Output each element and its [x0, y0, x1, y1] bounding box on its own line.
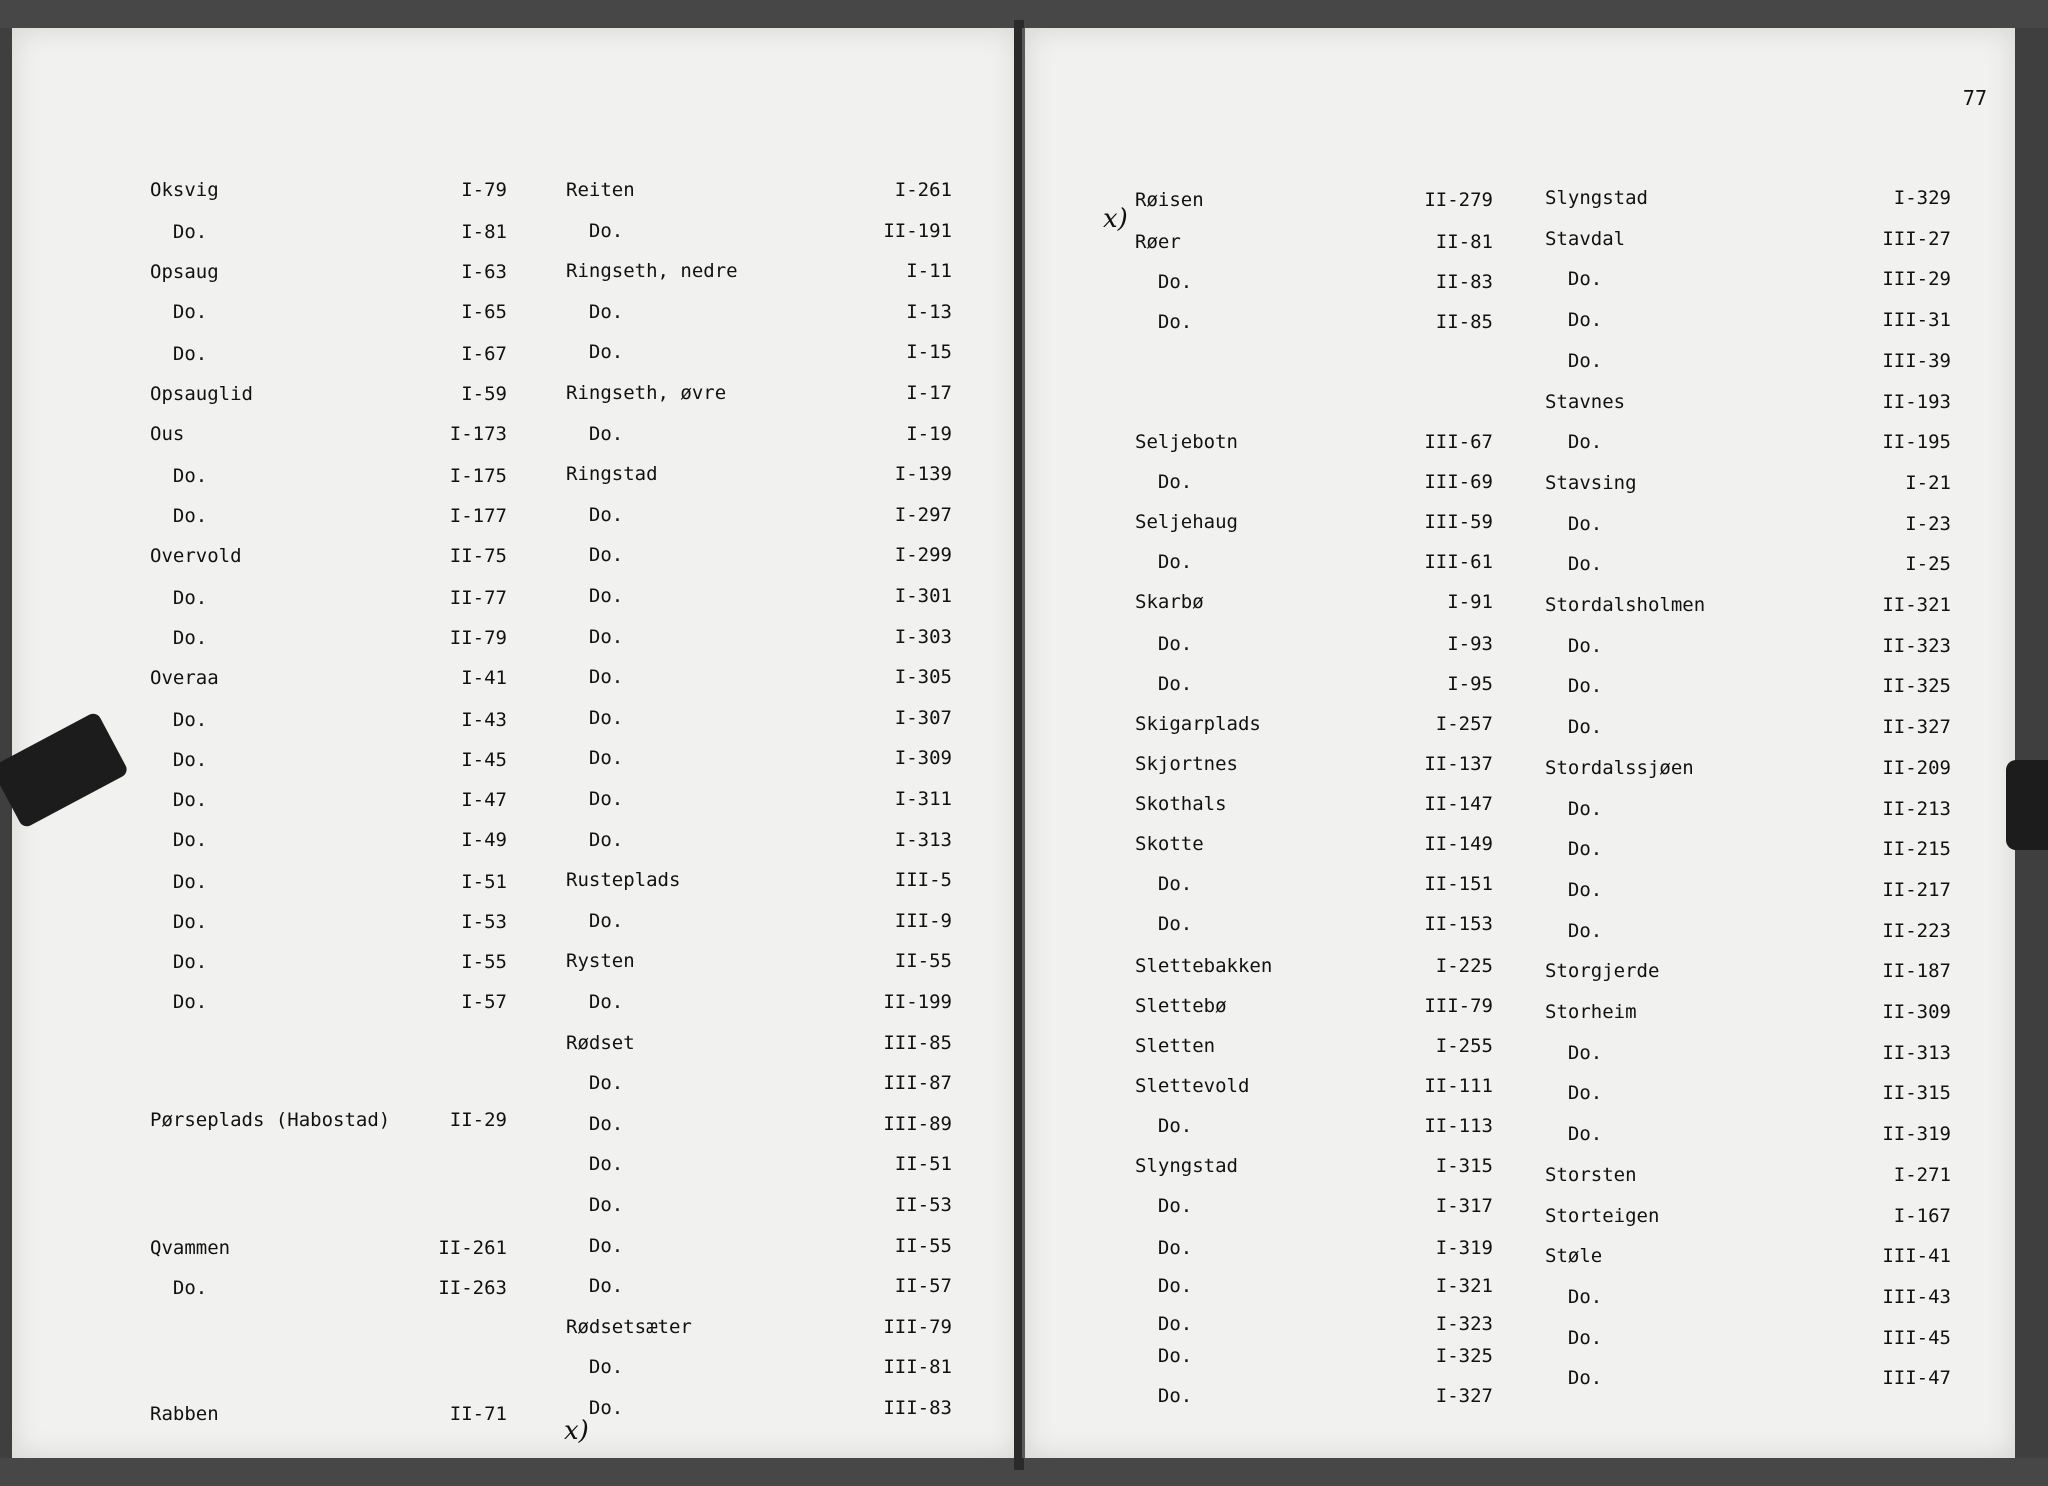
farm-name: Qvammen [150, 1237, 231, 1259]
volume-page-ref: I-271 [1893, 1163, 1951, 1186]
farm-name: Do. [150, 991, 208, 1013]
farm-name: Do. [150, 627, 208, 649]
volume-page-ref: I-67 [461, 343, 507, 365]
farm-name: Do. [1135, 913, 1193, 935]
farm-name: Do. [1545, 1082, 1603, 1105]
farm-name: Overvold [150, 545, 242, 567]
farm-name: Do. [1545, 797, 1603, 820]
volume-page-ref: II-153 [1424, 913, 1493, 935]
farm-name: Do. [1135, 1345, 1193, 1367]
farm-name: Skotte [1135, 833, 1204, 855]
farm-name: Do. [150, 465, 208, 487]
volume-page-ref: I-57 [461, 991, 507, 1013]
farm-name: Do. [566, 1072, 624, 1095]
volume-page-ref: II-113 [1424, 1115, 1493, 1137]
volume-page-ref: III-87 [883, 1072, 952, 1095]
farm-name: Do. [1135, 873, 1193, 895]
farm-name: Rødsetsæter [566, 1315, 692, 1338]
volume-page-ref: II-147 [1424, 793, 1493, 815]
farm-name: Do. [566, 909, 624, 932]
farm-name: Do. [566, 666, 624, 689]
volume-page-ref: I-59 [461, 383, 507, 405]
farm-name: Slettevold [1135, 1075, 1250, 1097]
volume-page-ref: II-55 [894, 1234, 952, 1257]
volume-page-ref: I-309 [894, 747, 952, 770]
farm-name: Do. [566, 544, 624, 567]
volume-page-ref: I-319 [1435, 1237, 1493, 1259]
volume-page-ref: II-313 [1882, 1041, 1951, 1064]
volume-page-ref: I-301 [894, 585, 952, 607]
page-clip-right [2006, 760, 2048, 850]
farm-name: Stavnes [1545, 390, 1626, 413]
farm-name: Do. [566, 788, 624, 810]
volume-page-ref: III-61 [1424, 551, 1493, 573]
farm-name: Pørseplads (Habostad) [150, 1109, 391, 1131]
volume-page-ref: III-5 [894, 869, 952, 892]
farm-name: Røer [1135, 231, 1181, 253]
farm-name: Do. [566, 503, 624, 526]
farm-name: Do. [1135, 471, 1193, 493]
farm-name: Do. [1545, 878, 1603, 901]
farm-name: Do. [1545, 634, 1603, 657]
farm-name: Skjortnes [1135, 753, 1238, 775]
volume-page-ref: I-327 [1435, 1385, 1493, 1407]
farm-name: Do. [1545, 1326, 1603, 1349]
volume-page-ref: I-49 [461, 829, 507, 851]
farm-name: Storsten [1545, 1163, 1637, 1186]
farm-name: Rysten [566, 950, 635, 973]
book-cover-bottom [0, 1458, 2048, 1486]
farm-name: Do. [1135, 551, 1193, 573]
farm-name: Seljebotn [1135, 431, 1238, 453]
volume-page-ref: II-191 [883, 219, 952, 242]
volume-page-ref: II-187 [1882, 960, 1951, 983]
handwritten-mark-left: x) [564, 1416, 589, 1446]
farm-name: Do. [1545, 431, 1603, 454]
farm-name: Storteigen [1545, 1204, 1660, 1227]
volume-page-ref: II-323 [1882, 634, 1951, 657]
farm-name: Do. [566, 706, 624, 729]
volume-page-ref: I-17 [906, 382, 952, 404]
farm-name: Do. [1545, 512, 1603, 535]
farm-name: Reiten [566, 179, 635, 201]
farm-name: Slyngstad [1135, 1155, 1238, 1177]
volume-page-ref: II-321 [1882, 594, 1951, 616]
volume-page-ref: I-303 [894, 625, 952, 648]
volume-page-ref: III-69 [1424, 471, 1493, 493]
volume-page-ref: II-151 [1424, 873, 1493, 895]
volume-page-ref: III-9 [894, 909, 952, 932]
volume-page-ref: III-43 [1882, 1285, 1951, 1308]
volume-page-ref: I-55 [461, 951, 507, 973]
volume-page-ref: I-93 [1447, 633, 1493, 655]
volume-page-ref: II-51 [894, 1153, 952, 1176]
page-number: 77 [1962, 86, 1987, 110]
volume-page-ref: II-111 [1424, 1075, 1493, 1097]
farm-name: Do. [1545, 268, 1603, 291]
farm-name: Do. [566, 1194, 624, 1216]
farm-name: Do. [1135, 311, 1193, 333]
farm-name: Ringstad [566, 463, 658, 486]
volume-page-ref: II-193 [1882, 390, 1951, 413]
farm-name: Sletten [1135, 1035, 1216, 1057]
farm-name: Do. [150, 301, 208, 323]
farm-name: Slyngstad [1545, 187, 1648, 209]
farm-name: Storheim [1545, 1001, 1637, 1023]
farm-name: Do. [566, 1397, 624, 1419]
volume-page-ref: II-85 [1435, 311, 1493, 333]
volume-page-ref: I-91 [1447, 591, 1493, 613]
farm-name: Skarbø [1135, 591, 1204, 613]
farm-name: Oksvig [150, 179, 219, 201]
volume-page-ref: III-85 [883, 1031, 952, 1054]
volume-page-ref: I-315 [1435, 1155, 1493, 1177]
farm-name: Røisen [1135, 189, 1204, 211]
volume-page-ref: II-315 [1882, 1082, 1951, 1105]
farm-name: Do. [566, 1112, 624, 1135]
volume-page-ref: II-319 [1882, 1123, 1951, 1146]
farm-name: Do. [1545, 1041, 1603, 1064]
farm-name: Storgjerde [1545, 960, 1660, 983]
volume-page-ref: I-325 [1435, 1345, 1493, 1367]
volume-page-ref: II-309 [1882, 1001, 1951, 1023]
volume-page-ref: II-223 [1882, 919, 1951, 942]
farm-name: Do. [1545, 1367, 1603, 1390]
farm-name: Do. [1545, 553, 1603, 576]
farm-name: Opsauglid [150, 383, 253, 405]
volume-page-ref: III-89 [883, 1112, 952, 1135]
volume-page-ref: II-83 [1435, 271, 1493, 293]
volume-page-ref: I-23 [1905, 512, 1951, 535]
volume-page-ref: I-167 [1893, 1204, 1951, 1227]
volume-page-ref: II-213 [1882, 797, 1951, 820]
volume-page-ref: I-139 [894, 463, 952, 486]
volume-page-ref: III-47 [1882, 1367, 1951, 1390]
volume-page-ref: II-75 [449, 545, 507, 567]
farm-name: Overaa [150, 667, 219, 689]
farm-name: Do. [566, 1234, 624, 1257]
volume-page-ref: III-31 [1882, 309, 1951, 332]
volume-page-ref: II-261 [438, 1237, 507, 1259]
volume-page-ref: III-39 [1882, 349, 1951, 372]
volume-page-ref: II-325 [1882, 675, 1951, 698]
volume-page-ref: I-15 [906, 341, 952, 364]
farm-name: Rabben [150, 1403, 219, 1425]
farm-name: Do. [1135, 271, 1193, 293]
volume-page-ref: I-321 [1435, 1275, 1493, 1297]
volume-page-ref: I-19 [906, 422, 952, 445]
volume-page-ref: II-217 [1882, 878, 1951, 901]
farm-name: Skothals [1135, 793, 1227, 815]
farm-name: Do. [1545, 349, 1603, 372]
volume-page-ref: I-95 [1447, 673, 1493, 695]
farm-name: Do. [566, 1356, 624, 1379]
farm-name: Do. [150, 911, 208, 933]
farm-name: Do. [1545, 1123, 1603, 1146]
volume-page-ref: II-149 [1424, 833, 1493, 855]
farm-name: Slettebø [1135, 995, 1227, 1017]
volume-page-ref: I-81 [461, 221, 507, 243]
volume-page-ref: I-261 [894, 179, 952, 201]
farm-name: Do. [1545, 919, 1603, 942]
farm-name: Do. [150, 789, 208, 811]
farm-name: Do. [150, 1277, 208, 1299]
volume-page-ref: III-45 [1882, 1326, 1951, 1349]
farm-name: Slettebakken [1135, 955, 1273, 977]
farm-name: Do. [150, 221, 208, 243]
volume-page-ref: I-51 [461, 871, 507, 893]
farm-name: Skigarplads [1135, 713, 1261, 735]
farm-name: Do. [566, 747, 624, 770]
farm-name: Do. [1135, 1313, 1193, 1335]
volume-page-ref: II-81 [1435, 231, 1493, 253]
farm-name: Do. [566, 991, 624, 1013]
volume-page-ref: I-13 [906, 300, 952, 323]
farm-name: Do. [1135, 1115, 1193, 1137]
farm-name: Do. [566, 219, 624, 242]
farm-name: Stavsing [1545, 471, 1637, 494]
volume-page-ref: I-323 [1435, 1313, 1493, 1335]
volume-page-ref: II-279 [1424, 189, 1493, 211]
volume-page-ref: I-305 [894, 666, 952, 689]
volume-page-ref: II-77 [449, 587, 507, 609]
farm-name: Do. [566, 422, 624, 445]
farm-name: Do. [150, 829, 208, 851]
volume-page-ref: I-43 [461, 709, 507, 731]
volume-page-ref: I-307 [894, 706, 952, 729]
volume-page-ref: III-59 [1424, 511, 1493, 533]
farm-name: Ous [150, 423, 185, 445]
volume-page-ref: II-209 [1882, 756, 1951, 779]
volume-page-ref: I-47 [461, 789, 507, 811]
farm-name: Do. [1135, 673, 1193, 695]
farm-name: Stordalsholmen [1545, 594, 1706, 616]
volume-page-ref: I-225 [1435, 955, 1493, 977]
volume-page-ref: III-79 [883, 1315, 952, 1338]
farm-name: Do. [1135, 1237, 1193, 1259]
farm-name: Do. [1135, 1275, 1193, 1297]
volume-page-ref: III-67 [1424, 431, 1493, 453]
volume-page-ref: I-329 [1893, 187, 1951, 209]
volume-page-ref: I-311 [894, 788, 952, 810]
volume-page-ref: III-27 [1882, 227, 1951, 250]
volume-page-ref: I-53 [461, 911, 507, 933]
farm-name: Do. [566, 341, 624, 364]
farm-name: Do. [150, 343, 208, 365]
farm-name: Do. [150, 951, 208, 973]
farm-name: Rødset [566, 1031, 635, 1054]
farm-name: Opsaug [150, 261, 219, 283]
farm-name: Ringseth, nedre [566, 260, 738, 283]
book-cover-top [0, 0, 2048, 28]
volume-page-ref: I-63 [461, 261, 507, 283]
volume-page-ref: III-41 [1882, 1245, 1951, 1268]
volume-page-ref: I-173 [449, 423, 507, 445]
volume-page-ref: II-71 [449, 1403, 507, 1425]
farm-name: Støle [1545, 1245, 1603, 1268]
volume-page-ref: I-45 [461, 749, 507, 771]
volume-page-ref: I-25 [1905, 553, 1951, 576]
farm-name: Do. [1545, 1285, 1603, 1308]
farm-name: Do. [566, 625, 624, 648]
volume-page-ref: II-199 [883, 991, 952, 1013]
volume-page-ref: I-79 [461, 179, 507, 201]
farm-name: Do. [1135, 1385, 1193, 1407]
volume-page-ref: II-137 [1424, 753, 1493, 775]
volume-page-ref: I-313 [894, 828, 952, 851]
volume-page-ref: III-79 [1424, 995, 1493, 1017]
left-page [12, 28, 1021, 1458]
volume-page-ref: II-53 [894, 1194, 952, 1216]
volume-page-ref: II-263 [438, 1277, 507, 1299]
farm-name: Do. [1545, 716, 1603, 739]
volume-page-ref: I-255 [1435, 1035, 1493, 1057]
volume-page-ref: I-257 [1435, 713, 1493, 735]
farm-name: Do. [566, 1275, 624, 1298]
farm-name: Do. [566, 300, 624, 323]
volume-page-ref: II-215 [1882, 838, 1951, 861]
volume-page-ref: II-29 [449, 1109, 507, 1131]
farm-name: Do. [150, 749, 208, 771]
volume-page-ref: III-81 [883, 1356, 952, 1379]
farm-name: Do. [150, 505, 208, 527]
volume-page-ref: I-41 [461, 667, 507, 689]
volume-page-ref: I-299 [894, 544, 952, 567]
farm-name: Do. [150, 871, 208, 893]
volume-page-ref: I-297 [894, 503, 952, 526]
volume-page-ref: I-11 [906, 260, 952, 283]
volume-page-ref: III-83 [883, 1397, 952, 1419]
farm-name: Do. [1545, 838, 1603, 861]
volume-page-ref: I-175 [449, 465, 507, 487]
farm-name: Seljehaug [1135, 511, 1238, 533]
volume-page-ref: I-317 [1435, 1195, 1493, 1217]
farm-name: Rusteplads [566, 869, 681, 892]
farm-name: Stavdal [1545, 227, 1626, 250]
volume-page-ref: II-79 [449, 627, 507, 649]
volume-page-ref: II-55 [894, 950, 952, 973]
farm-name: Do. [1545, 309, 1603, 332]
volume-page-ref: III-29 [1882, 268, 1951, 291]
volume-page-ref: II-327 [1882, 716, 1951, 739]
handwritten-mark-right: x) [1103, 204, 1128, 234]
farm-name: Do. [1545, 675, 1603, 698]
farm-name: Do. [150, 587, 208, 609]
farm-name: Do. [150, 709, 208, 731]
farm-name: Stordalssjøen [1545, 756, 1694, 779]
farm-name: Do. [566, 1153, 624, 1176]
volume-page-ref: I-177 [449, 505, 507, 527]
volume-page-ref: II-195 [1882, 431, 1951, 454]
farm-name: Ringseth, øvre [566, 382, 727, 404]
volume-page-ref: II-57 [894, 1275, 952, 1298]
volume-page-ref: I-21 [1905, 471, 1951, 494]
farm-name: Do. [566, 828, 624, 851]
farm-name: Do. [566, 585, 624, 607]
volume-page-ref: I-65 [461, 301, 507, 323]
right-page [1022, 28, 2015, 1458]
farm-name: Do. [1135, 1195, 1193, 1217]
farm-name: Do. [1135, 633, 1193, 655]
